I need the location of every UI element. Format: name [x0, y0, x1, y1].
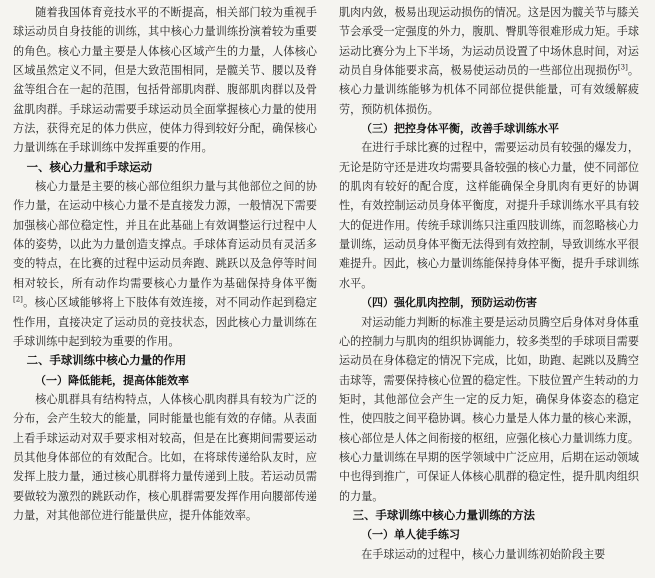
subsection-2-3-paragraph: 在进行手球比赛的过程中，需要运动员有较强的爆发力，无论是防守还是进攻均需要具备较强的核心力量，使不同部位的肌肉有较好的配合度，这样能确保全身肌肉有更好的协调性，有效控制运动员身体平衡度，对提升手球训练水平具有较大的促进作用。传统手球训练只注重四肢训练，而忽略核心力量训练，运动员身体平衡无法得到有效控制，导致训练水平很难提升。因此，核心力量训练能保持身体平衡，提升手球训练水平。 — [339, 141, 639, 290]
section-1-text-tail: 。核心区域能够将上下肢体有效连接，对不同动作起到稳定性作用，直接决定了运动员的竞技状态，因此核心力量训练在手球训练中起到较为重要的作用。 — [13, 296, 317, 348]
subsection-3-1-paragraph: 在手球运动的过程中，核心力量训练初始阶段主要 — [361, 547, 606, 561]
section-3-heading: 三、手球训练中核心力量训练的方法 — [352, 507, 535, 522]
citation-3: [3] — [617, 63, 628, 72]
continued-text-tail: 。核心力量训练能够为机体不同部位提供能量，可有效缓解疲劳，预防机体损伤。 — [339, 64, 639, 116]
subsection-2-4-paragraph: 对运动能力判断的标准主要是运动员腾空后身体对身体重心的控制力与肌肉的组织协调能力，较多类型的手球项目需要运动员在身体稳定的情况下完成，比如，助跑、起跳以及腾空击球等，需要保持核心位置的稳定性。下肢位置产生转动的力矩时，其他部位会产生一定的反力矩，确保身体姿态的稳定性，使四肢之间平稳协调。核心力量是人体力量的核心来源，核心部位是人体之间衔接的枢纽，应强化核心力量训练力度。核心力量训练在早期的医学领域中广泛应用，后期在运动领域中也得到推广，可保证人体核心肌群的稳定性，提升肌肉组织的力量。 — [339, 315, 639, 503]
section-2-heading: 二、手球训练中核心力量的作用 — [26, 353, 187, 368]
subsection-2-4-heading: （四）强化肌肉控制，预防运动伤害 — [361, 296, 537, 310]
left-column — [13, 3, 317, 525]
subsection-2-1-heading: （一）降低能耗，提高体能效率 — [35, 373, 189, 387]
section-1-heading: 一、核心力量和手球运动 — [26, 159, 152, 174]
continued-paragraph — [339, 3, 639, 119]
intro-paragraph: 随着我国体育竞技水平的不断提高，相关部门较为重视手球运动员自身技能的训练，其中核心力量训练扮演着较为重要的角色。核心力量主要是人体核心区域产生的力量，人体核心区域虽然定义不同，但是大致范围相同，是髋关节、腰以及脊盆等组合在一起的范围，包括骨部肌肉群、腹部肌肉群以及骨盆肌肉群。手球运动需要手球运动员全面掌握核心力量的使用方法，获得充足的体力供应，使体力得到较好分配，确保核心力量训练在手球训练中发挥重要的作用。 — [13, 6, 317, 155]
section-1-text: 核心力量是主要的核心部位组织力量与其他部位之间的协作力量，在运动中核心力量不是直接发力源，一般情况下需要加强核心部位稳定性，并且在此基础上有效调整运行过程中人体的姿势，以此为力量创造支撑点。手球体育运动员有灵活多变的特点，在比赛的过程中运动员奔跑、跳跃以及急停等时间相对较长，所有动作均需要核心力量作为基础保持身体平衡 — [13, 180, 317, 290]
right-column — [339, 3, 639, 564]
section-1-paragraph — [13, 177, 317, 351]
subsection-2-1-paragraph: 核心肌群具有结构特点，人体核心肌肉群具有较为广泛的分布，会产生较大的能量，同时能量也能有效的存储。从表面上看手球运动对双手要求相对较高，但是在比赛期间需要运动员其他身体部位的有效配合。比如，在将球传递给队友时，应发挥上肢力量，通过核心肌群将力量传递到上肢。若运动员需要做较为激烈的跳跃动作，核心肌群需要发挥作用向腰部传递力量，对其他部位进行能量供应，提升体能效率。 — [13, 392, 317, 522]
citation-2: [2] — [13, 295, 23, 304]
subsection-3-1-heading: （一）单人徒手练习 — [361, 528, 460, 542]
subsection-2-3-heading: （三）把控身体平衡，改善手球训练水平 — [361, 122, 559, 136]
continued-text: 肌肉内敛，极易出现运动损伤的情况。这是因为髋关节与膝关节会承受一定强度的外力，腹肌、臀肌等很难形成力矩。手球运动比赛分为上下半场，为运动员设置了中场休息时间，对运动员自身体能要求高，极易使运动员的一些部位出现损伤 — [339, 6, 639, 78]
